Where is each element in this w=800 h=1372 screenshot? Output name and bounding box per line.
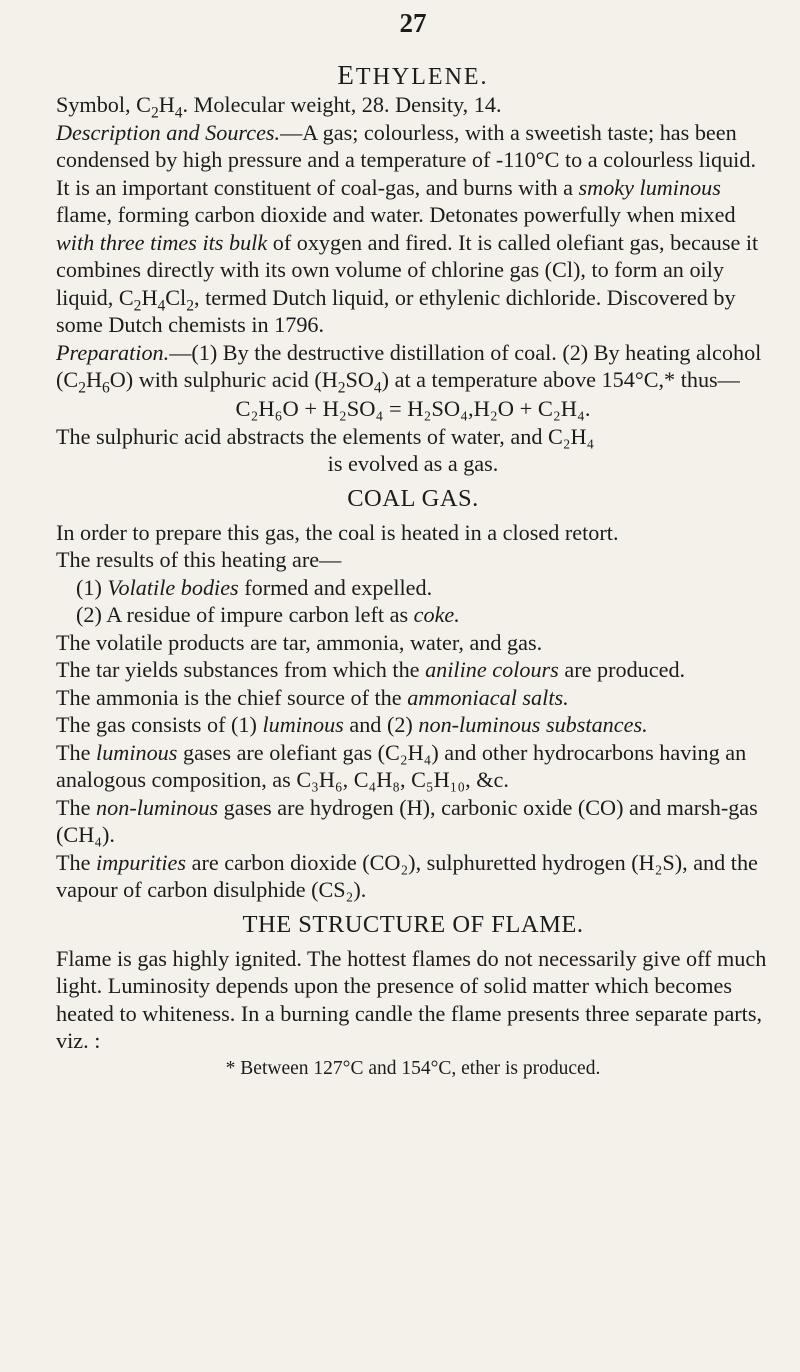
text: H bbox=[85, 367, 102, 392]
symbol-line bbox=[56, 91, 770, 122]
italic-text: with three times its bulk bbox=[56, 229, 268, 255]
text: gases are hydrogen (H), carbonic oxide (CO) and marsh-gas (CH₄). bbox=[56, 794, 758, 847]
results-label: The results of this heating are— bbox=[56, 547, 342, 572]
text: The bbox=[56, 794, 97, 820]
text: SO bbox=[345, 367, 374, 392]
italic-text: luminous bbox=[96, 739, 178, 765]
heading-coal-gas: COAL GAS. bbox=[347, 484, 479, 512]
text: (2) A residue of impure carbon left as bbox=[76, 602, 414, 627]
italic-text: Volatile bodies bbox=[107, 574, 239, 600]
subscript: 2 bbox=[186, 296, 194, 314]
chemical-equation: C₂H₆O + H₂SO₄ = H₂SO₄,H₂O + C₂H₄. bbox=[235, 395, 591, 421]
italic-text: coke. bbox=[413, 602, 460, 627]
list-item-1 bbox=[56, 574, 770, 602]
text: Cl bbox=[165, 284, 187, 310]
subscript: 4 bbox=[174, 104, 183, 122]
text: of oxygen and fired. It is called olefiant gas, because it combines directly with its own volume of chlorine gas (Cl), to form an oily liquid, C bbox=[56, 229, 759, 310]
non-luminous-paragraph bbox=[56, 794, 770, 849]
text: The ammonia is the chief source of the bbox=[56, 684, 408, 710]
flame-paragraph: Flame is gas highly ignited. The hottest flames do not necessarily give off much light. Luminosity depends upon the presence of solid matter which becomes heated to whiteness. In a burning candle the flame presents three separate parts, viz. : bbox=[56, 945, 767, 1053]
text: , termed Dutch liquid, or ethylenic dichloride. Discovered by some Dutch chemists in 1796. bbox=[56, 284, 736, 337]
italic-text: luminous bbox=[262, 712, 344, 737]
coal-intro: In order to prepare this gas, the coal is heated in a closed retort. bbox=[56, 519, 619, 545]
abstract-line-2: is evolved as a gas. bbox=[327, 451, 499, 476]
description-paragraph bbox=[56, 119, 770, 339]
subscript: 6 bbox=[101, 379, 110, 397]
volatile-products: The volatile products are tar, ammonia, water, and gas. bbox=[56, 629, 543, 655]
text: —A gas; colourless, with a sweetish taste; has been condensed by high pressure and a temperature of -110°C to a colourless liquid. It is an important constituent of coal-gas, and burns with a bbox=[56, 119, 756, 200]
tar-paragraph bbox=[56, 656, 770, 684]
italic-text: ammoniacal salts. bbox=[407, 684, 569, 710]
symbol-text: H bbox=[158, 92, 175, 117]
gas-paragraph bbox=[56, 711, 770, 739]
subscript: 2 bbox=[337, 379, 346, 397]
text: The bbox=[56, 739, 97, 765]
preparation-paragraph bbox=[56, 339, 770, 397]
subscript: 2 bbox=[133, 296, 142, 314]
page-number: 27 bbox=[399, 8, 427, 38]
section-title-ethylene bbox=[56, 60, 770, 91]
text: The tar yields substances from which the bbox=[56, 657, 426, 682]
symbol-text: . Molecular weight, 28. Density, 14. bbox=[182, 92, 502, 117]
heading-structure-of-flame: THE STRUCTURE OF FLAME. bbox=[242, 910, 584, 938]
text: O) with sulphuric acid (H bbox=[109, 367, 338, 392]
impurities-paragraph bbox=[56, 849, 770, 904]
italic-text: smoky luminous bbox=[578, 174, 721, 200]
symbol-text: Symbol, C bbox=[56, 92, 151, 117]
description-label: Description and Sources. bbox=[56, 119, 281, 145]
preparation-label: Preparation. bbox=[56, 339, 170, 365]
title-capital: E bbox=[337, 60, 356, 90]
subscript: 4 bbox=[157, 296, 166, 314]
text: —(1) By the destructive distillation of coal. (2) By heating alcohol (C bbox=[56, 339, 762, 392]
text: (1) bbox=[76, 574, 108, 600]
text: The gas consists of (1) bbox=[56, 712, 263, 737]
footnote: * Between 127°C and 154°C, ether is produced. bbox=[225, 1057, 601, 1079]
text: gases are olefiant gas (C₂H₄) and other hydrocarbons having an analogous composition, as C₃H₆, C₄H₈, C₅H₁₀, &c. bbox=[56, 739, 747, 792]
title-rest: THYLENE. bbox=[355, 64, 489, 90]
text: ) at a temperature above 154°C,* thus— bbox=[381, 367, 740, 392]
text: are produced. bbox=[558, 657, 686, 682]
subscript: 2 bbox=[150, 104, 159, 122]
abstract-line: The sulphuric acid abstracts the elements of water, and C₂H₄ bbox=[56, 423, 595, 449]
list-item-2 bbox=[56, 601, 770, 629]
text: The bbox=[56, 849, 97, 875]
italic-text: impurities bbox=[96, 849, 187, 875]
italic-text: non-luminous substances. bbox=[418, 712, 648, 737]
text: and (2) bbox=[343, 712, 419, 737]
ammonia-paragraph bbox=[56, 684, 770, 712]
italic-text: aniline colours bbox=[425, 657, 559, 682]
italic-text: non-luminous bbox=[96, 794, 219, 820]
text: H bbox=[141, 284, 158, 310]
subscript: 2 bbox=[78, 379, 86, 397]
text: formed and expelled. bbox=[238, 574, 433, 600]
text: flame, forming carbon dioxide and water. Detonates powerfully when mixed bbox=[56, 202, 736, 227]
text: are carbon dioxide (CO₂), sulphuretted hydrogen (H₂S), and the vapour of carbon disulphide (CS₂). bbox=[56, 849, 758, 902]
luminous-paragraph bbox=[56, 739, 770, 794]
subscript: 4 bbox=[373, 379, 382, 397]
